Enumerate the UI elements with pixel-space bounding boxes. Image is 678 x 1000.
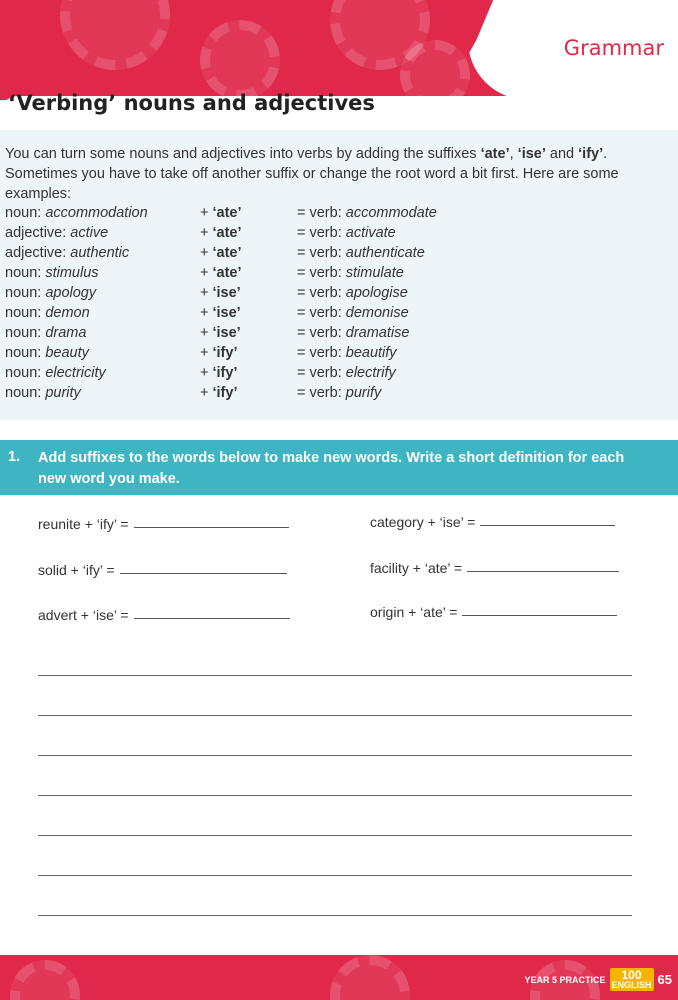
logo-top: 100 xyxy=(621,968,642,982)
suffix-ify: ‘ify’ xyxy=(578,146,604,162)
example-result xyxy=(297,223,396,243)
root-word: accommodation xyxy=(45,205,148,221)
plus-sign: + xyxy=(200,365,213,381)
verb-label: = verb: xyxy=(297,205,346,221)
gear-decoration-icon xyxy=(60,0,170,70)
plus-sign: + xyxy=(200,225,213,241)
gear-decoration-icon xyxy=(200,20,280,100)
suffix: ‘ate’ xyxy=(212,225,242,241)
result-verb: beautify xyxy=(345,345,397,361)
verb-label: = verb: xyxy=(297,305,346,321)
exercise-item[interactable] xyxy=(38,562,287,578)
intro-text-part: . Sometimes you have to take off another suffix or change the root word a bit first. Here are some examples: xyxy=(5,146,619,202)
result-verb: apologise xyxy=(345,285,408,301)
plus-sign: + xyxy=(200,265,213,281)
example-result xyxy=(297,283,408,303)
writing-line[interactable] xyxy=(38,715,632,716)
suffix: ‘ify’ xyxy=(212,345,238,361)
item-prompt: category + ‘ise’ = xyxy=(370,514,476,530)
item-prompt: origin + ‘ate’ = xyxy=(370,604,458,620)
result-verb: electrify xyxy=(345,365,396,381)
example-result xyxy=(297,383,381,403)
word-type: noun: xyxy=(5,345,46,361)
writing-line[interactable] xyxy=(38,675,632,676)
example-suffix xyxy=(200,323,241,343)
verb-label: = verb: xyxy=(297,245,346,261)
root-word: drama xyxy=(45,325,87,341)
suffix: ‘ate’ xyxy=(212,265,242,281)
logo-bottom: ENGLISH xyxy=(611,980,652,990)
gear-decoration-icon xyxy=(400,40,470,100)
example-result xyxy=(297,363,396,383)
exercise-item[interactable] xyxy=(370,514,615,530)
answer-blank[interactable] xyxy=(480,524,615,526)
verb-label: = verb: xyxy=(297,365,346,381)
root-word: electricity xyxy=(45,365,106,381)
verb-label: = verb: xyxy=(297,325,346,341)
word-type: adjective: xyxy=(5,225,71,241)
plus-sign: + xyxy=(200,385,213,401)
word-type: noun: xyxy=(5,325,46,341)
root-word: stimulus xyxy=(45,265,99,281)
gear-decoration-icon xyxy=(10,960,80,1000)
plus-sign: + xyxy=(200,245,213,261)
example-result xyxy=(297,303,409,323)
intro-text-part: You can turn some nouns and adjectives into verbs by adding the suffixes xyxy=(5,146,481,162)
word-type: noun: xyxy=(5,365,46,381)
exercise-number: 1. xyxy=(8,449,21,465)
suffix: ‘ify’ xyxy=(212,365,238,381)
result-verb: authenticate xyxy=(345,245,425,261)
example-suffix xyxy=(200,223,242,243)
example-suffix xyxy=(200,363,237,383)
word-type: noun: xyxy=(5,385,46,401)
example-result xyxy=(297,263,404,283)
word-type: noun: xyxy=(5,285,46,301)
root-word: apology xyxy=(45,285,97,301)
root-word: beauty xyxy=(45,345,89,361)
word-type: noun: xyxy=(5,205,46,221)
plus-sign: + xyxy=(200,345,213,361)
example-root xyxy=(5,323,86,343)
root-word: purity xyxy=(45,385,81,401)
example-root xyxy=(5,383,81,403)
example-root xyxy=(5,363,106,383)
example-root xyxy=(5,343,89,363)
result-verb: demonise xyxy=(345,305,409,321)
writing-line[interactable] xyxy=(38,835,632,836)
suffix: ‘ise’ xyxy=(212,285,241,301)
intro-text-part: , xyxy=(509,146,518,162)
page-title: ‘Verbing’ nouns and adjectives xyxy=(8,91,375,115)
item-prompt: reunite + ‘ify’ = xyxy=(38,516,129,532)
page-number: 65 xyxy=(657,972,672,987)
suffix: ‘ate’ xyxy=(212,205,242,221)
root-word: authentic xyxy=(70,245,130,261)
example-result xyxy=(297,243,425,263)
example-suffix xyxy=(200,243,242,263)
intro-text-part: and xyxy=(545,146,579,162)
result-verb: stimulate xyxy=(345,265,404,281)
example-suffix xyxy=(200,343,237,363)
result-verb: accommodate xyxy=(345,205,437,221)
writing-line[interactable] xyxy=(38,875,632,876)
exercise-item[interactable] xyxy=(370,604,617,620)
example-result xyxy=(297,323,409,343)
suffix: ‘ify’ xyxy=(212,385,238,401)
example-suffix xyxy=(200,263,242,283)
answer-blank[interactable] xyxy=(134,526,289,528)
suffix: ‘ate’ xyxy=(212,245,242,261)
answer-blank[interactable] xyxy=(467,570,619,572)
result-verb: activate xyxy=(345,225,396,241)
subject-label: Grammar xyxy=(563,36,664,60)
verb-label: = verb: xyxy=(297,225,346,241)
writing-line[interactable] xyxy=(38,915,632,916)
verb-label: = verb: xyxy=(297,385,346,401)
word-type: adjective: xyxy=(5,245,71,261)
example-result xyxy=(297,203,437,223)
example-root xyxy=(5,303,90,323)
plus-sign: + xyxy=(200,305,213,321)
writing-line[interactable] xyxy=(38,795,632,796)
exercise-item[interactable] xyxy=(38,607,290,623)
example-root xyxy=(5,283,96,303)
item-prompt: advert + ‘ise’ = xyxy=(38,607,129,623)
footer xyxy=(525,968,673,991)
example-root xyxy=(5,243,129,263)
suffix-ate: ‘ate’ xyxy=(480,146,510,162)
root-word: demon xyxy=(45,305,90,321)
verb-label: = verb: xyxy=(297,345,346,361)
answer-blank[interactable] xyxy=(120,572,287,574)
suffix: ‘ise’ xyxy=(212,305,241,321)
exercise-item[interactable] xyxy=(370,560,619,576)
series-logo xyxy=(610,968,654,991)
result-verb: dramatise xyxy=(345,325,410,341)
plus-sign: + xyxy=(200,325,213,341)
exercise-header xyxy=(0,440,678,495)
example-result xyxy=(297,343,397,363)
example-suffix xyxy=(200,303,241,323)
intro-text xyxy=(5,144,645,204)
example-root xyxy=(5,263,99,283)
answer-blank[interactable] xyxy=(462,614,617,616)
verb-label: = verb: xyxy=(297,285,346,301)
answer-blank[interactable] xyxy=(134,617,290,619)
suffix-ise: ‘ise’ xyxy=(517,146,546,162)
plus-sign: + xyxy=(200,205,213,221)
suffix: ‘ise’ xyxy=(212,325,241,341)
writing-line[interactable] xyxy=(38,755,632,756)
example-root xyxy=(5,203,148,223)
gear-decoration-icon xyxy=(330,955,410,1000)
item-prompt: facility + ‘ate’ = xyxy=(370,560,463,576)
exercise-instruction: Add suffixes to the words below to make new words. Write a short definition for each new word you make. xyxy=(38,450,625,487)
plus-sign: + xyxy=(200,285,213,301)
example-suffix xyxy=(200,383,237,403)
verb-label: = verb: xyxy=(297,265,346,281)
result-verb: purify xyxy=(345,385,382,401)
example-suffix xyxy=(200,283,241,303)
word-type: noun: xyxy=(5,305,46,321)
exercise-item[interactable] xyxy=(38,516,289,532)
word-type: noun: xyxy=(5,265,46,281)
example-suffix xyxy=(200,203,242,223)
item-prompt: solid + ‘ify’ = xyxy=(38,562,115,578)
root-word: active xyxy=(70,225,109,241)
example-root xyxy=(5,223,108,243)
footer-label: YEAR 5 PRACTICE xyxy=(524,974,606,985)
